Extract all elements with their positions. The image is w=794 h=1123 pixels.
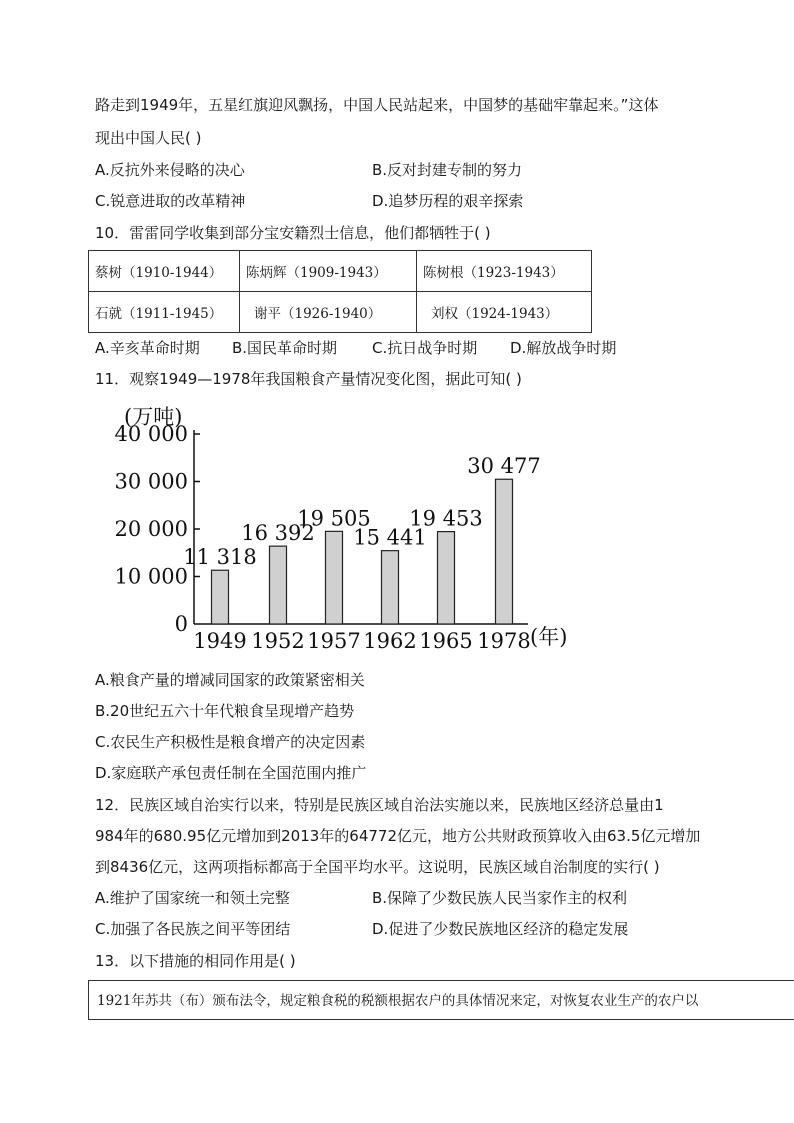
q12-stem-line1: 12．民族区域自治实行以来，特别是民族区域自治法实施以来，民族地区经济总量由1	[95, 796, 664, 814]
q10-option-a: A.辛亥革命时期	[95, 339, 200, 357]
bar	[326, 531, 343, 624]
q11-option-b: B.20世纪五六十年代粮食呈现增产趋势	[95, 702, 355, 720]
q10-stem: 10．雷雷同学收集到部分宝安籍烈士信息，他们都牺牲于( )	[95, 224, 491, 242]
grain-output-bar-chart	[100, 398, 580, 660]
martyrs-table	[88, 250, 592, 333]
q12-option-d: D.促进了少数民族地区经济的稳定发展	[372, 920, 629, 938]
y-tick-label: 40 000	[114, 422, 188, 446]
bar-value-label: 19 453	[409, 506, 483, 531]
y-tick-label: 10 000	[114, 564, 188, 589]
table-cell: 刘权（1924-1943）	[417, 292, 592, 333]
x-tick-label: 1965	[419, 629, 473, 653]
x-tick-label: 1978	[477, 629, 531, 653]
y-tick-label: 20 000	[114, 517, 188, 541]
q13-stem: 13．以下措施的相同作用是( )	[95, 952, 296, 970]
bar	[270, 546, 287, 624]
bar-value-label: 30 477	[467, 454, 541, 479]
q11-option-c: C.农民生产积极性是粮食增产的决定因素	[95, 733, 366, 751]
q12-option-c: C.加强了各民族之间平等团结	[95, 920, 291, 938]
table-cell: 蔡树（1910-1944）	[89, 251, 240, 292]
y-tick-label: 30 000	[114, 469, 188, 494]
q12-option-b: B.保障了少数民族人民当家作主的权利	[372, 889, 628, 907]
q9-option-b: B.反对封建专制的努力	[372, 161, 523, 179]
q10-option-b: B.国民革命时期	[232, 339, 338, 357]
y-tick-label: 0	[174, 612, 188, 636]
bar-value-label: 11 318	[183, 545, 257, 570]
q10-option-c: C.抗日战争时期	[372, 339, 478, 357]
q12-stem-line2: 984年的680.95亿元增加到2013年的64772亿元，地方公共财政预算收入由63.5亿元增加	[95, 827, 701, 845]
q9-stem-line1: 路走到1949年，五星红旗迎风飘扬，中国人民站起来，中国梦的基础牢靠起来。”这体	[95, 96, 659, 114]
bar	[496, 479, 513, 624]
q11-stem: 11．观察1949—1978年我国粮食产量情况变化图，据此可知( )	[95, 370, 522, 388]
table-cell: 石就（1911-1945）	[89, 292, 240, 333]
q12-option-a: A.维护了国家统一和领土完整	[95, 889, 290, 907]
table-row	[89, 292, 592, 333]
q11-option-a: A.粮食产量的增减同国家的政策紧密相关	[95, 671, 365, 689]
x-tick-label: 1949	[193, 629, 247, 653]
q11-option-d: D.家庭联产承包责任制在全国范围内推广	[95, 764, 367, 782]
bar-value-label: 16 392	[241, 521, 315, 546]
table-cell: 陈树根（1923-1943）	[417, 251, 592, 292]
bar-value-label: 19 505	[297, 506, 371, 531]
x-tick-label: 1962	[363, 629, 417, 653]
bar	[382, 551, 399, 624]
q10-option-d: D.解放战争时期	[510, 339, 617, 357]
bar	[438, 532, 455, 624]
q9-stem-line2: 现出中国人民( )	[95, 129, 202, 147]
bar-value-label: 15 441	[353, 525, 427, 550]
table-cell: 陈炳辉（1909-1943）	[240, 251, 417, 292]
x-tick-label: 1952	[251, 629, 305, 653]
x-axis-label: (年)	[530, 625, 568, 649]
q13-material-box: 1921年苏共（布）颁布法令，规定粮食税的税额根据农户的具体情况来定，对恢复农业生产的农户以	[88, 980, 794, 1020]
q9-option-c: C.锐意进取的改革精神	[95, 192, 246, 210]
table-row	[89, 251, 592, 292]
bar	[212, 570, 229, 624]
q9-option-d: D.追梦历程的艰辛探索	[372, 192, 524, 210]
q9-option-a: A.反抗外来侵略的决心	[95, 161, 245, 179]
x-tick-label: 1957	[307, 629, 361, 653]
y-axis-label: (万吨)	[124, 405, 183, 429]
table-cell: 谢平（1926-1940）	[240, 292, 417, 333]
q12-stem-line3: 到8436亿元，这两项指标都高于全国平均水平。这说明，民族区域自治制度的实行( )	[95, 858, 660, 876]
